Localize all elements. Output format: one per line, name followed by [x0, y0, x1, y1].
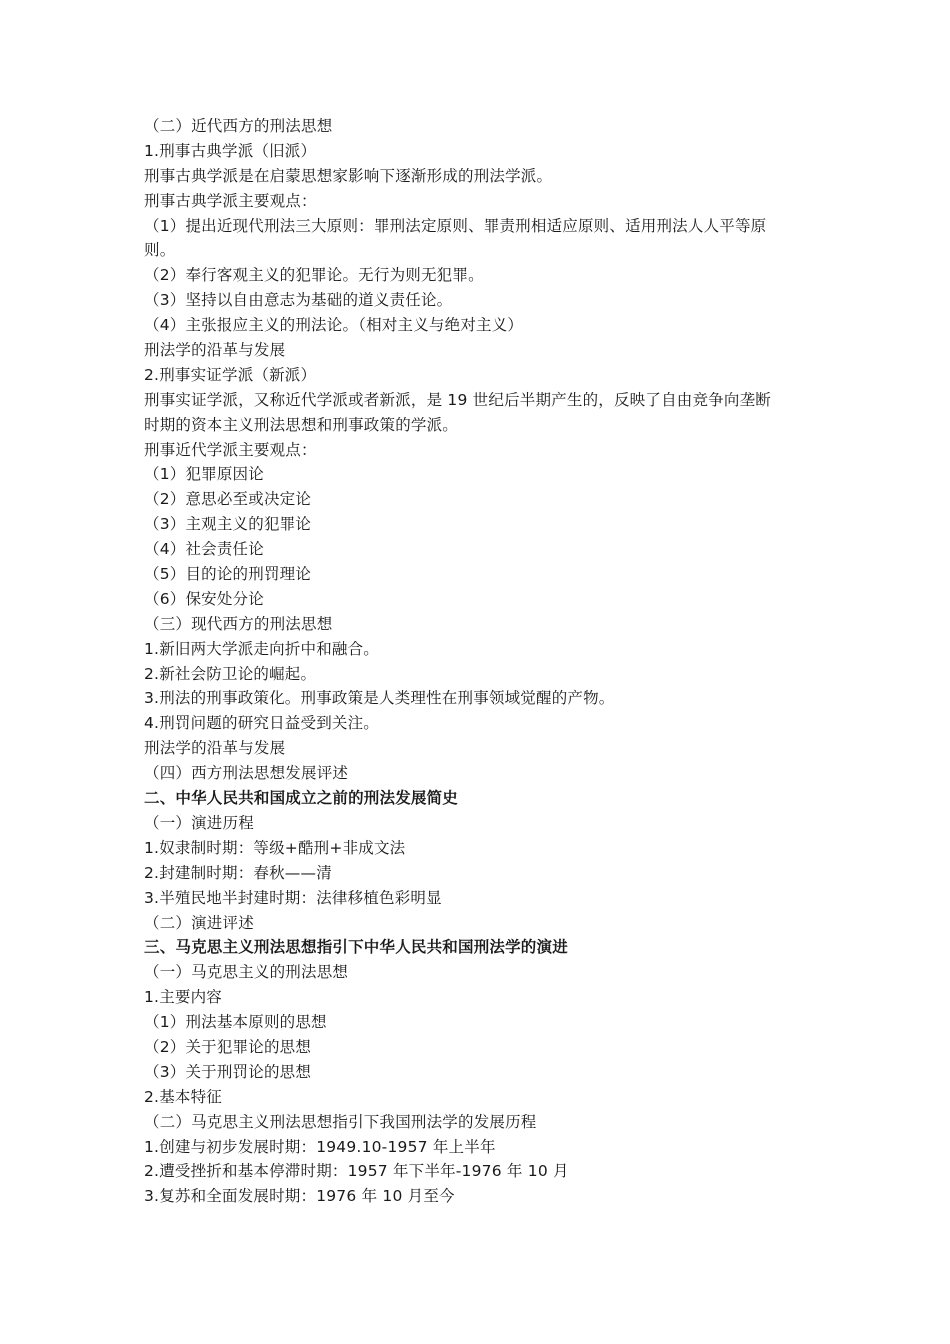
text-line: 3.刑法的刑事政策化。刑事政策是人类理性在刑事领域觉醒的产物。	[144, 689, 615, 708]
text-line: 2.封建制时期：春秋——清	[144, 863, 332, 882]
text-line: 3.复苏和全面发展时期：1976 年 10 月至今	[144, 1187, 455, 1206]
text-line: 2.刑事实证学派（新派）	[144, 365, 317, 384]
text-line: （4）主张报应主义的刑法论。（相对主义与绝对主义）	[144, 316, 524, 335]
text-line: 刑事实证学派，又称近代学派或者新派，是 19 世纪后半期产生的，反映了自由竞争向垄断	[144, 390, 771, 409]
text-line: 1.奴隶制时期：等级+酷刑+非成文法	[144, 838, 406, 857]
text-line: （2）关于犯罪论的思想	[144, 1037, 312, 1056]
text-line: 2.遭受挫折和基本停滞时期：1957 年下半年-1976 年 10 月	[144, 1162, 569, 1181]
text-line: （二）近代西方的刑法思想	[144, 117, 333, 135]
text-line: （3）主观主义的犯罪论	[144, 515, 312, 534]
text-line: （一）马克思主义的刑法思想	[144, 963, 349, 982]
text-line: 1.创建与初步发展时期：1949.10-1957 年上半年	[144, 1137, 496, 1156]
text-line: （2）奉行客观主义的犯罪论。无行为则无犯罪。	[144, 266, 484, 285]
document-body	[144, 114, 814, 1209]
text-line: 则。	[144, 241, 176, 260]
text-line: （四）西方刑法思想发展评述	[144, 764, 349, 783]
text-line: 3.半殖民地半封建时期：法律移植色彩明显	[144, 888, 442, 907]
text-line: （1）刑法基本原则的思想	[144, 1013, 327, 1032]
text-line: （1）犯罪原因论	[144, 465, 264, 484]
text-line: 刑事近代学派主要观点：	[144, 440, 317, 459]
text-line: 1.主要内容	[144, 988, 222, 1007]
text-line: （6）保安处分论	[144, 589, 264, 608]
text-line: 4.刑罚问题的研究日益受到关注。	[144, 714, 379, 733]
section-heading: 三、马克思主义刑法思想指引下中华人民共和国刑法学的演进	[144, 938, 568, 957]
text-line: 时期的资本主义刑法思想和刑事政策的学派。	[144, 415, 459, 434]
text-line: 刑法学的沿革与发展	[144, 341, 286, 360]
text-line: （5）目的论的刑罚理论	[144, 565, 312, 584]
text-line: 2.新社会防卫论的崛起。	[144, 664, 317, 683]
text-line: （3）坚持以自由意志为基础的道义责任论。	[144, 291, 453, 310]
text-line: （一）演进历程	[144, 813, 254, 832]
text-line: 刑法学的沿革与发展	[144, 739, 286, 758]
text-line: （二）马克思主义刑法思想指引下我国刑法学的发展历程	[144, 1112, 537, 1131]
text-line: （二）演进评述	[144, 913, 254, 932]
text-line: 1.刑事古典学派（旧派）	[144, 141, 317, 160]
text-line: 刑事古典学派是在启蒙思想家影响下逐渐形成的刑法学派。	[144, 166, 553, 185]
text-line: （2）意思必至或决定论	[144, 490, 312, 509]
text-line: 2.基本特征	[144, 1087, 222, 1106]
text-line: 刑事古典学派主要观点：	[144, 191, 317, 210]
text-line: （1）提出近现代刑法三大原则：罪刑法定原则、罪责刑相适应原则、适用刑法人人平等原	[144, 216, 767, 235]
text-line: （3）关于刑罚论的思想	[144, 1062, 312, 1081]
section-heading: 二、中华人民共和国成立之前的刑法发展简史	[144, 789, 459, 808]
text-line: （4）社会责任论	[144, 540, 264, 559]
text-line: （三）现代西方的刑法思想	[144, 614, 333, 633]
text-line: 1.新旧两大学派走向折中和融合。	[144, 639, 379, 658]
